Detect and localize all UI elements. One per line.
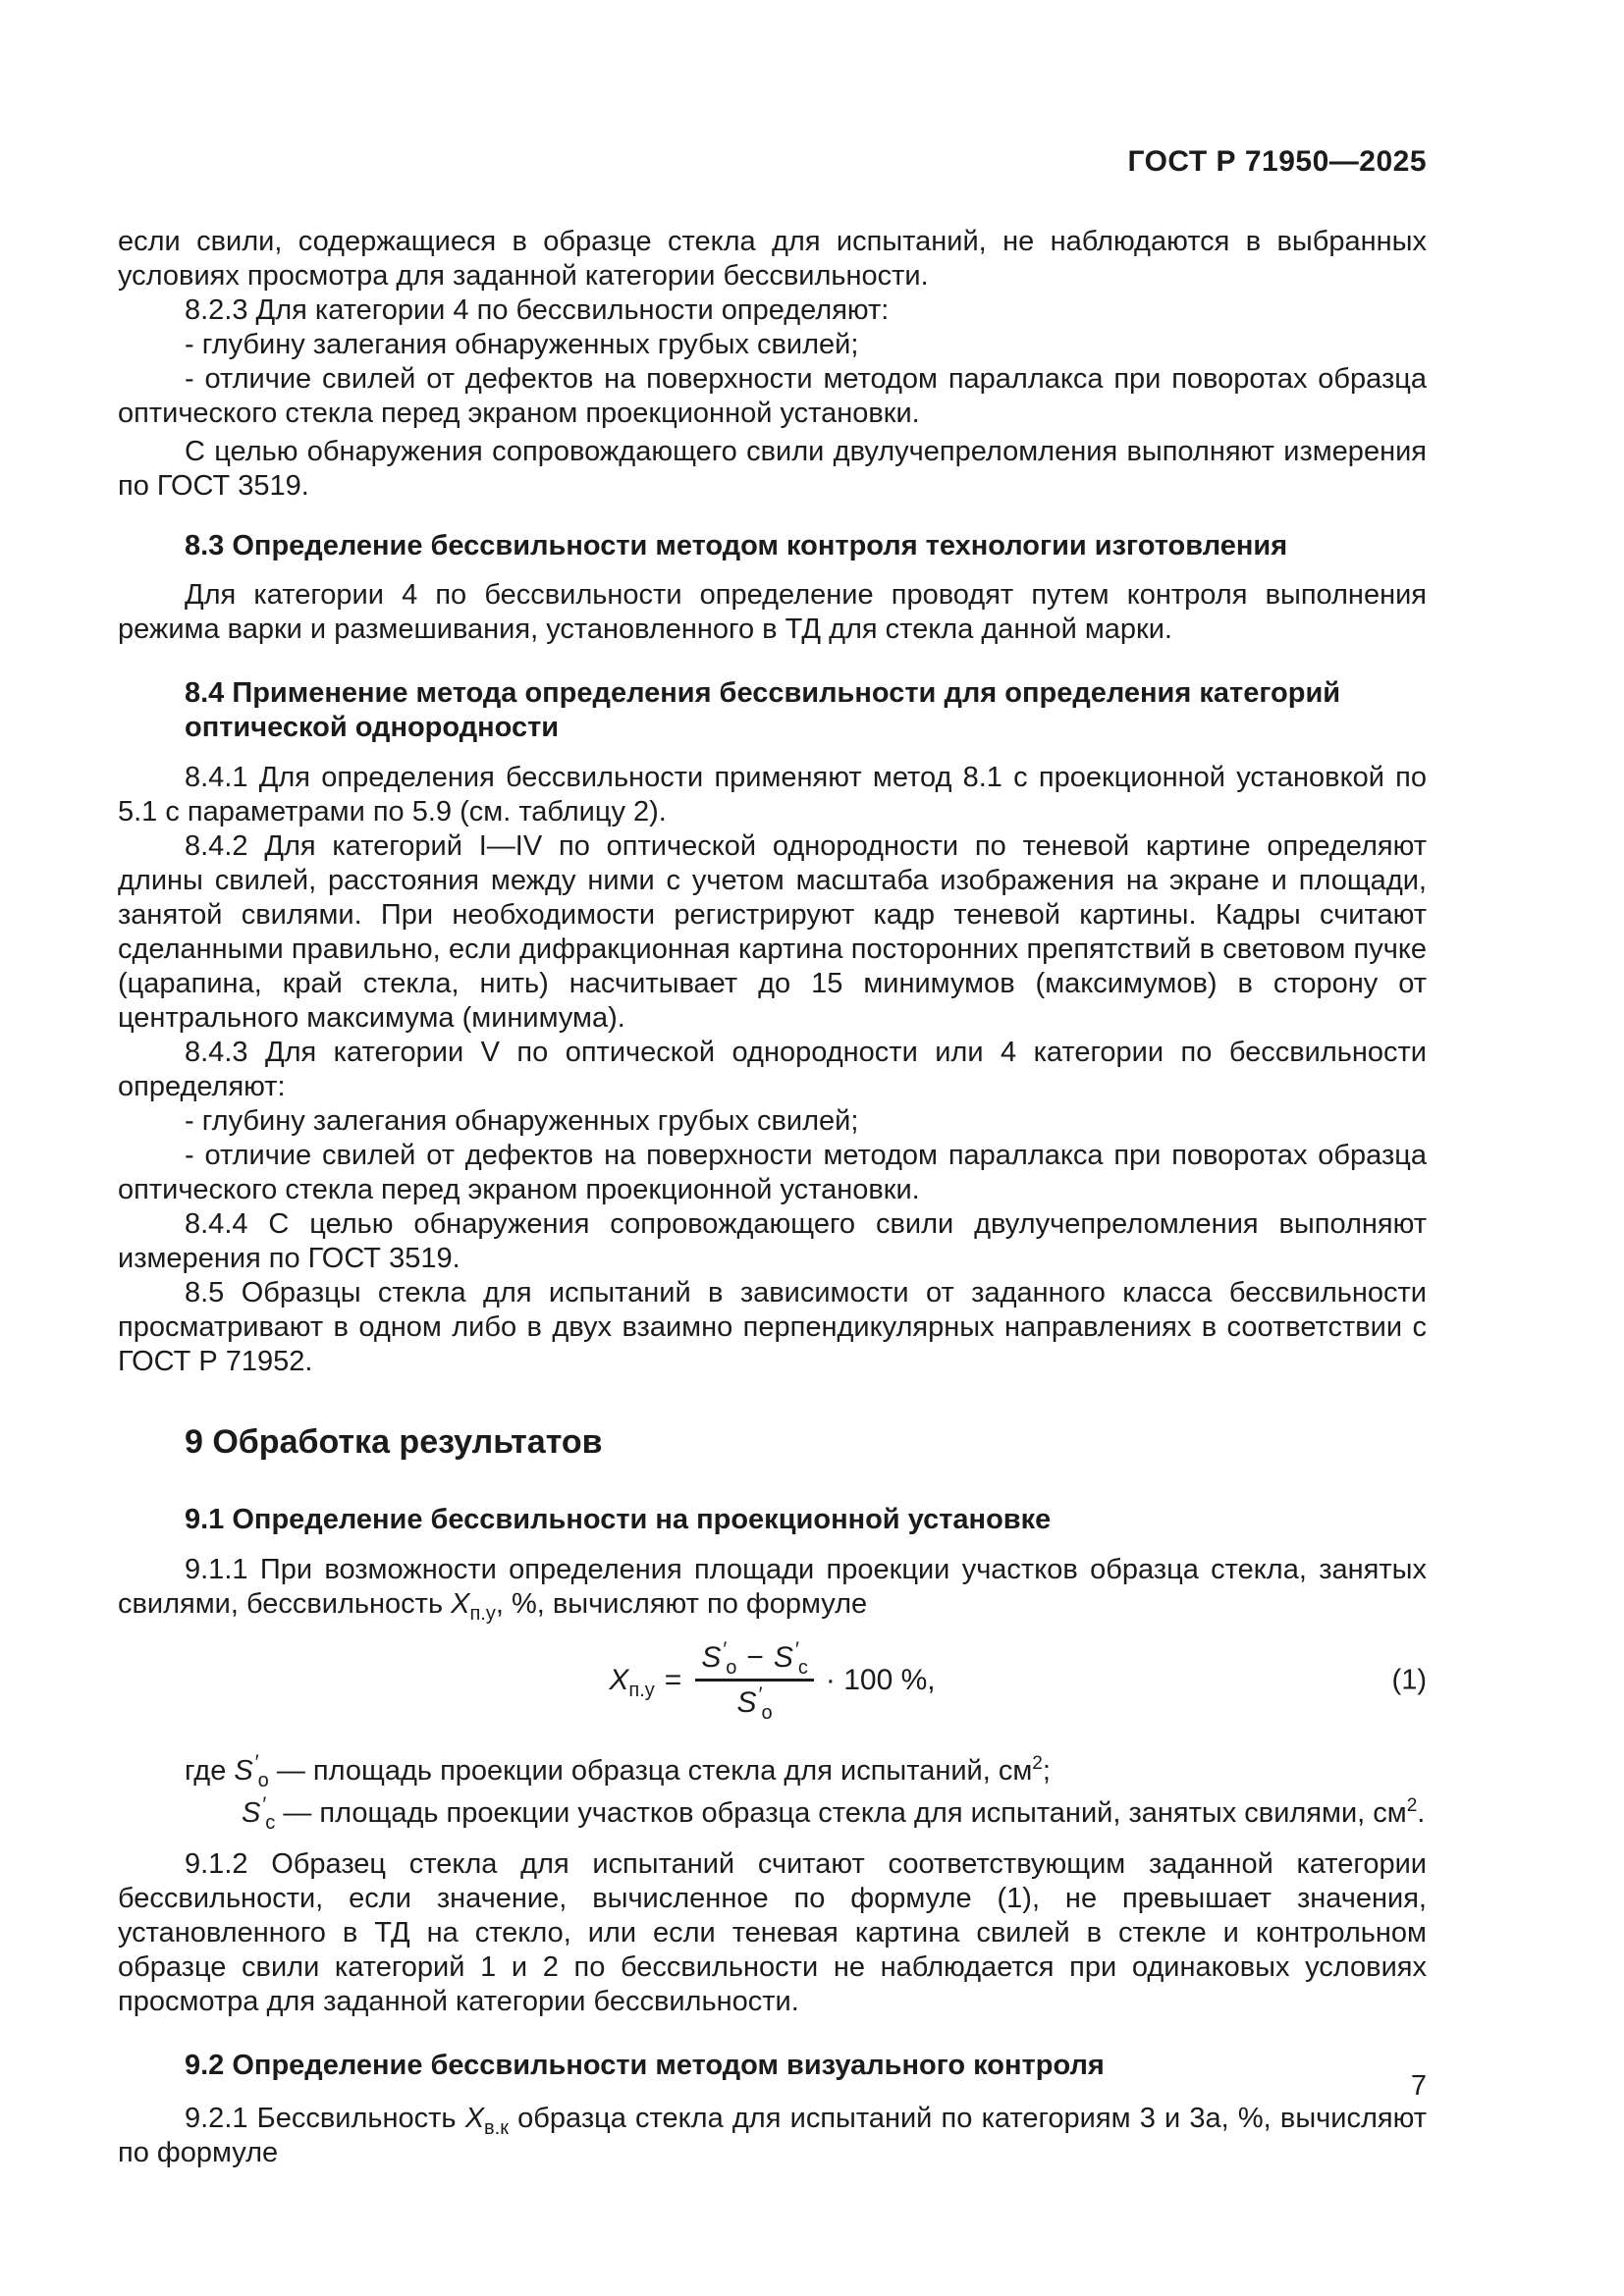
paragraph-8-5: 8.5 Образцы стекла для испытаний в зависимости от заданного класса бессвильности просматривают в одном либо в двух взаимно перпендикулярных направлениях в соответствии с ГОСТ Р 71952. [118,1277,1427,1377]
paragraph-8-4-4: 8.4.4 С целью обнаружения сопровождающего свили двулучепреломления выполняют измерения по ГОСТ 3519. [118,1208,1427,1274]
variable-x-vk-subscript: в.к [484,2117,509,2139]
variable-x-pu: X [451,1588,470,1620]
formula-factor: · 100 %, [825,1664,936,1696]
list-item-depth-2: - глубину залегания обнаруженных грубых свилей; [185,1105,859,1137]
page-content [118,225,1427,2170]
paragraph-9-2-1-text: 9.2.1 Бессвильность [185,2103,465,2134]
numerator-s1-subscript: о [726,1657,737,1679]
list-item-parallax-2: - отличие свилей от дефектов на поверхности методом параллакса при поворотах образца оптического стекла перед экраном проекционной установки. [118,1140,1427,1205]
list-item-parallax: - отличие свилей от дефектов на поверхности методом параллакса при поворотах образца оптического стекла перед экраном проекционной установки. [118,363,1427,429]
formula-lhs [609,1663,655,1701]
where-superscript-2: 2 [1406,1795,1418,1816]
prime-mark: ′ [261,1793,266,1816]
list-item-depth: - глубину залегания обнаруженных грубых свилей; [185,329,859,360]
paragraph-8-4-1: 8.4.1 Для определения бессвильности применяют метод 8.1 с проекционной установкой по 5.1 с параметрами по 5.9 (см. таблицу 2). [118,762,1427,828]
where-var-so: S [234,1755,253,1787]
where-lead: где [185,1755,235,1787]
paragraph-intro: если свили, содержащиеся в образце стекла для испытаний, не наблюдаются в выбранных условиях просмотра для заданной категории бессвильности. [118,226,1427,292]
where-dash: — [268,1755,313,1787]
heading-8-3: 8.3 Определение бессвильности методом контроля технологии изготовления [185,530,1288,561]
where-superscript-1: 2 [1032,1753,1043,1774]
prime-mark: ′ [722,1638,727,1661]
formula-where-line-2 [118,1793,1427,1834]
fraction-numerator [695,1638,814,1682]
page-number: 7 [1410,2070,1427,2102]
paragraph-9-1-1-text-2: , %, вычисляют по формуле [495,1588,868,1620]
fraction-denominator [736,1682,773,1724]
variable-x-vk: X [464,2103,485,2134]
where-text-1: площадь проекции образца стекла для испытаний, см [312,1755,1033,1787]
paragraph-9-1-2: 9.1.2 Образец стекла для испытаний считают соответствующим заданной категории бессвильности, если значение, вычисленное по формуле (1), не превышает значения, установленного в ТД на стекло, или если теневая картина свилей в стекле и контрольном образце свили категорий 1 и 2 по бессвильности не наблюдается при одинаковых условиях просмотра для заданной категории бессвильности. [118,1848,1427,2017]
formula-lhs-var: X [609,1664,629,1696]
formula-1 [118,1638,1427,1724]
denominator-s-subscript: о [761,1702,773,1724]
fraction [695,1638,814,1724]
where-text-2: площадь проекции участков образца стекла для испытаний, занятых свилями, см [319,1797,1407,1829]
prime-mark: ′ [793,1638,798,1661]
variable-x-pu-subscript: п.у [469,1603,496,1625]
formula-1-expression [609,1638,936,1724]
paragraph-9-1-1-text: 9.1.1 При возможности определения площади проекции участков образца стекла, занятых свилями, бессвильность [118,1554,1427,1620]
paragraph-9-2-1-text-2: образца стекла для испытаний по категориям 3 и 3а, %, вычисляют по формуле [118,2103,1427,2168]
denominator-s: S [736,1686,757,1719]
heading-9-1: 9.1 Определение бессвильности на проекционной установке [185,1504,1052,1535]
paragraph-9-2-1 [118,2102,1427,2170]
numerator-s1: S [701,1641,722,1674]
heading-8-4: 8.4 Применение метода определения бессвильности для определения категорий оптической однородности [185,677,1341,743]
equals-sign: = [664,1664,682,1696]
numerator-s2: S [773,1641,793,1674]
numerator-s2-subscript: с [797,1657,808,1679]
paragraph-8-4-3: 8.4.3 Для категории V по оптической однородности или 4 категории по бессвильности определяют: [118,1037,1427,1102]
chapter-heading-9: 9 Обработка результатов [185,1423,603,1461]
where-var-so-subscript: о [257,1770,269,1791]
where-tail-2: . [1417,1797,1426,1829]
paragraph-gost-3519-note: С целью обнаружения сопровождающего свили двулучепреломления выполняют измерения по ГОСТ 3519. [118,436,1427,502]
doc-code: ГОСТ Р 71950—2025 [1127,145,1427,178]
where-tail-1: ; [1042,1755,1051,1787]
paragraph-8-3: Для категории 4 по бессвильности определение проводят путем контроля выполнения режима варки и размешивания, установленного в ТД для стекла данной марки. [118,579,1427,645]
paragraph-8-4-2: 8.4.2 Для категорий I—IV по оптической однородности по теневой картине определяют длины свилей, расстояния между ними с учетом масштаба изображения на экране и площади, занятой свилями. При необходимости регистрируют кадр теневой картины. Кадры считают сделанными правильно, если дифракционная картина посторонних препятствий в световом пучке (царапина, край стекла, нить) насчитывает до 15 минимумов (максимумов) в сторону от центрального максимума (минимума). [118,830,1427,1034]
where-var-sc-subscript: с [265,1812,276,1834]
paragraph-8-2-3: 8.2.3 Для категории 4 по бессвильности определяют: [185,294,890,326]
minus-sign: − [746,1641,764,1674]
where-var-sc: S [242,1797,261,1829]
doc-header [118,145,1427,179]
prime-mark: ′ [757,1683,762,1706]
formula-number: (1) [1391,1664,1427,1695]
heading-9-2: 9.2 Определение бессвильности методом визуального контроля [185,2050,1105,2081]
paragraph-9-1-1 [118,1553,1427,1625]
formula-lhs-subscript: п.у [628,1680,655,1701]
prime-mark: ′ [253,1751,258,1774]
where-dash-2: — [275,1797,320,1829]
formula-where-line-1 [118,1751,1427,1791]
